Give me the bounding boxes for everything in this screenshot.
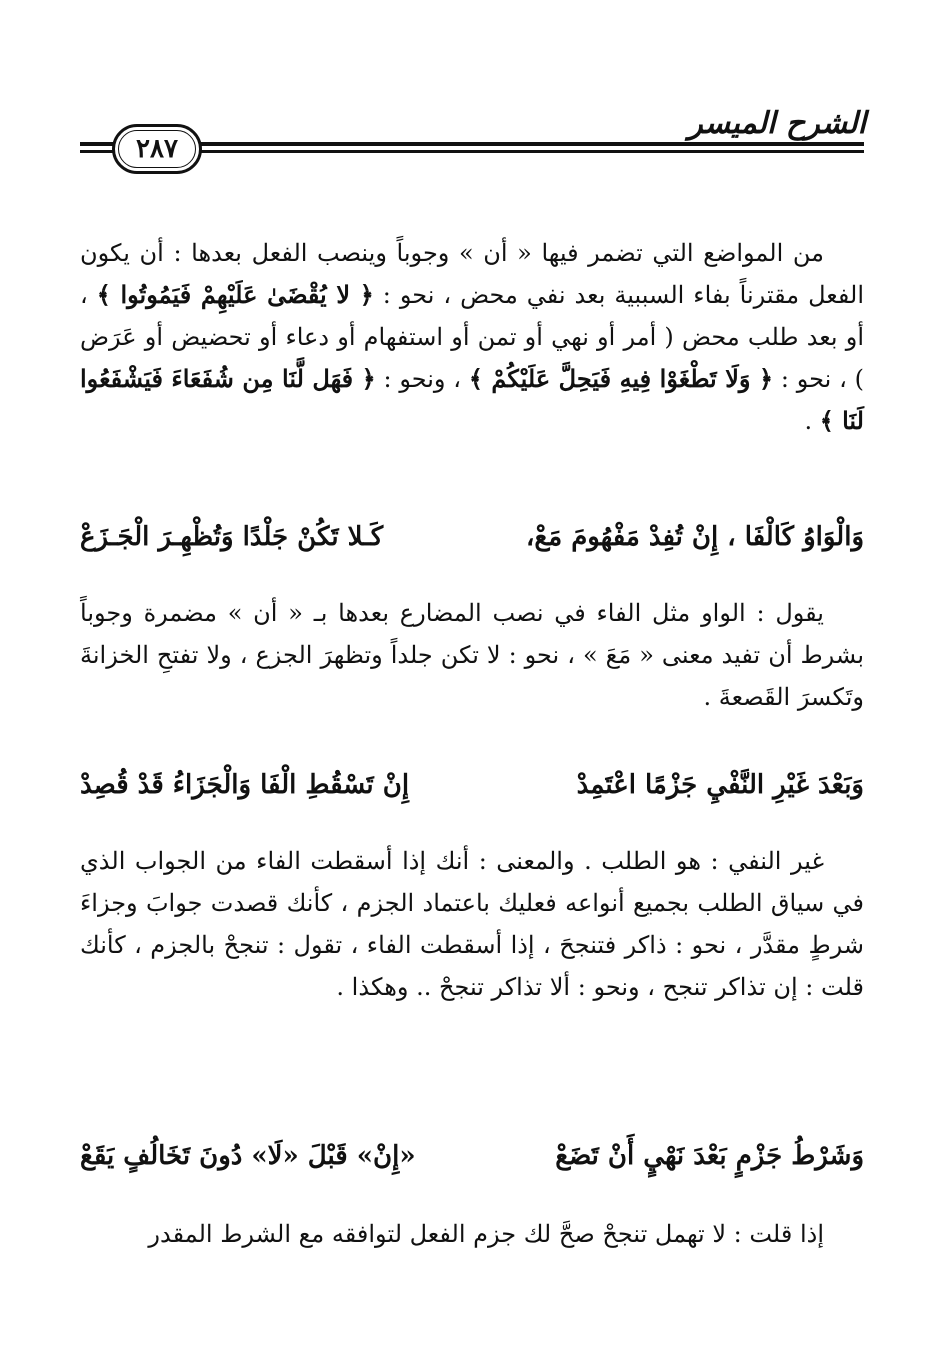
- paragraph: [80, 232, 864, 442]
- quran-quote: ﴿ وَلَا تَطْغَوْا فِيهِ فَيَحِلَّ عَلَيْكُمْ ﴾: [468, 364, 774, 393]
- paragraph-text: ، ونحو :: [375, 365, 469, 393]
- verse-first-hemistich: وَبَعْدَ غَيْرِ النَّفْيِ جَزْمًا اعْتَمِدْ: [576, 770, 864, 800]
- quran-quote: ﴿ لا يُقْضَىٰ عَلَيْهِمْ فَيَمُوتُوا ﴾: [96, 280, 374, 309]
- page-number-badge: [112, 124, 202, 174]
- header-rule: [195, 142, 864, 146]
- paragraph-text: إذا قلت : لا تهمل تنجحْ صحَّ لك جزم الفعل لتوافقه مع الشرط المقدر: [148, 1220, 824, 1248]
- paragraph-text: غير النفي : هو الطلب . والمعنى : أنك إذا أسقطت الفاء من الجواب الذي في سياق الطلب بجميع أنواعه فعليك باعتماد الجزم ، كأنك قصدت جوابَ وجزاءَ شرطٍ مقدَّر ، نحو : ذاكر فتنجحَ ، إذا أسقطت الفاء ، تقول : تنجحْ بالجزم ، كأنك قلت : إن تذاكر تنجح ، ونحو : ألا تذاكر تنجحْ .. وهكذا .: [80, 847, 864, 1001]
- paragraph-text: من المواضع التي تضمر فيها « أن » وجوباً وينصب الفعل بعدها : أن يكون الفعل مقترناً بفاء السببية بعد نفي محض ، نحو :: [80, 239, 864, 309]
- verse-line: [80, 1141, 864, 1187]
- paragraph: [80, 1213, 864, 1255]
- header-rule: [195, 150, 864, 153]
- verse-line: [80, 770, 864, 816]
- verse-first-hemistich: وَشَرْطُ جَزْمٍ بَعْدَ نَهْيٍ أَنْ تَضَعْ: [555, 1141, 864, 1171]
- header-rule: [80, 142, 116, 146]
- paragraph-text: يقول : الواو مثل الفاء في نصب المضارع بعدها بـ « أن » مضمرة وجوباً بشرط أن تفيد معنى « مَعَ » ، نحو : لا تكن جلداً وتظهرَ الجزع ، ولا تفتحِ الخزانةَ وتَكسرَ القَصعةَ .: [80, 599, 864, 711]
- paragraph-text: .: [804, 407, 820, 435]
- quran-quote: ﴿ فَهَل لَّنَا مِن شُفَعَاءَ فَيَشْفَعُوا لَنَا ﴾: [80, 364, 864, 435]
- running-head-title: الشرح الميسر: [688, 106, 866, 141]
- page-number: ٢٨٧: [136, 134, 178, 164]
- verse-second-hemistich: إِنْ تَسْقُطِ الْفَا وَالْجَزَاءُ قَدْ قُصِدْ: [80, 770, 410, 800]
- header-rule: [80, 150, 116, 153]
- verse-second-hemistich: كَـلا تَكُنْ جَلْدًا وَتُظْهِـرَ الْجَـزَعْ: [80, 522, 384, 552]
- paragraph: [80, 592, 864, 718]
- verse-first-hemistich: وَالْوَاوُ كَالْفَا ، إِنْ تُفِدْ مَفْهُومَ مَعْ،: [525, 522, 864, 552]
- paragraph: [80, 840, 864, 1008]
- verse-second-hemistich: «إِنْ» قَبْلَ «لَا» دُونَ تَخَالُفٍ يَقَعْ: [80, 1141, 416, 1171]
- paragraph-text: ، أو بعد طلب محض ( أمر أو نهي أو تمن أو استفهام أو دعاء أو تحضيض أو عَرَض ) ، نحو :: [80, 281, 864, 393]
- verse-line: [80, 522, 864, 568]
